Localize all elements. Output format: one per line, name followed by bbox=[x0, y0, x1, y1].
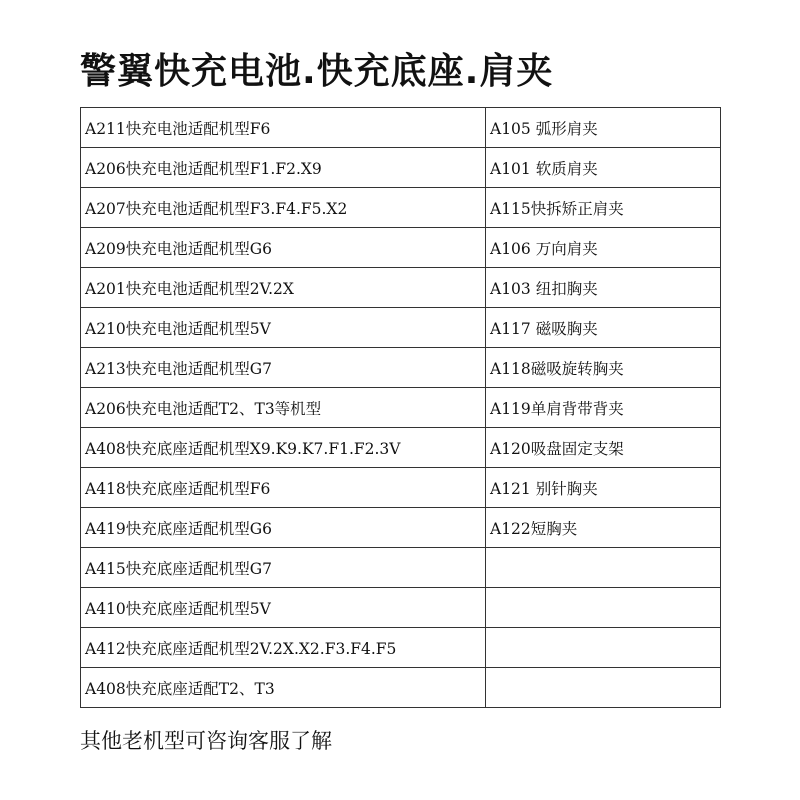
clip-cell: A117 磁吸胸夹 bbox=[486, 308, 721, 348]
footer-note: 其他老机型可咨询客服了解 bbox=[80, 729, 332, 753]
battery-base-cell: A206快充电池适配T2、T3等机型 bbox=[81, 388, 486, 428]
battery-base-cell: A410快充底座适配机型5V bbox=[81, 588, 486, 628]
table-row bbox=[81, 268, 721, 308]
table-row bbox=[81, 388, 721, 428]
table-row bbox=[81, 188, 721, 228]
battery-base-cell: A207快充电池适配机型F3.F4.F5.X2 bbox=[81, 188, 486, 228]
clip-cell: A122短胸夹 bbox=[486, 508, 721, 548]
table-row bbox=[81, 228, 721, 268]
page-title: 警翼快充电池.快充底座.肩夹 bbox=[80, 51, 554, 92]
battery-base-cell: A210快充电池适配机型5V bbox=[81, 308, 486, 348]
battery-base-cell: A418快充底座适配机型F6 bbox=[81, 468, 486, 508]
battery-base-cell: A408快充底座适配机型X9.K9.K7.F1.F2.3V bbox=[81, 428, 486, 468]
battery-base-cell: A419快充底座适配机型G6 bbox=[81, 508, 486, 548]
clip-cell: A101 软质肩夹 bbox=[486, 148, 721, 188]
table-row bbox=[81, 588, 721, 628]
battery-base-cell: A209快充电池适配机型G6 bbox=[81, 228, 486, 268]
empty-cell bbox=[486, 628, 721, 668]
table-row bbox=[81, 668, 721, 708]
battery-base-cell: A206快充电池适配机型F1.F2.X9 bbox=[81, 148, 486, 188]
empty-cell bbox=[486, 548, 721, 588]
battery-base-cell: A211快充电池适配机型F6 bbox=[81, 108, 486, 148]
clip-cell: A103 纽扣胸夹 bbox=[486, 268, 721, 308]
table-row bbox=[81, 428, 721, 468]
empty-cell bbox=[486, 668, 721, 708]
battery-base-cell: A415快充底座适配机型G7 bbox=[81, 548, 486, 588]
battery-base-cell: A201快充电池适配机型2V.2X bbox=[81, 268, 486, 308]
clip-cell: A118磁吸旋转胸夹 bbox=[486, 348, 721, 388]
product-table bbox=[80, 107, 721, 708]
battery-base-cell: A412快充底座适配机型2V.2X.X2.F3.F4.F5 bbox=[81, 628, 486, 668]
table-row bbox=[81, 148, 721, 188]
table-row bbox=[81, 468, 721, 508]
table-row bbox=[81, 628, 721, 668]
clip-cell: A115快拆矫正肩夹 bbox=[486, 188, 721, 228]
clip-cell: A121 别针胸夹 bbox=[486, 468, 721, 508]
clip-cell: A106 万向肩夹 bbox=[486, 228, 721, 268]
table-row bbox=[81, 508, 721, 548]
battery-base-cell: A408快充底座适配T2、T3 bbox=[81, 668, 486, 708]
table-row bbox=[81, 308, 721, 348]
clip-cell: A120吸盘固定支架 bbox=[486, 428, 721, 468]
table-row bbox=[81, 548, 721, 588]
table-row bbox=[81, 348, 721, 388]
clip-cell: A119单肩背带背夹 bbox=[486, 388, 721, 428]
table-row bbox=[81, 108, 721, 148]
battery-base-cell: A213快充电池适配机型G7 bbox=[81, 348, 486, 388]
clip-cell: A105 弧形肩夹 bbox=[486, 108, 721, 148]
empty-cell bbox=[486, 588, 721, 628]
